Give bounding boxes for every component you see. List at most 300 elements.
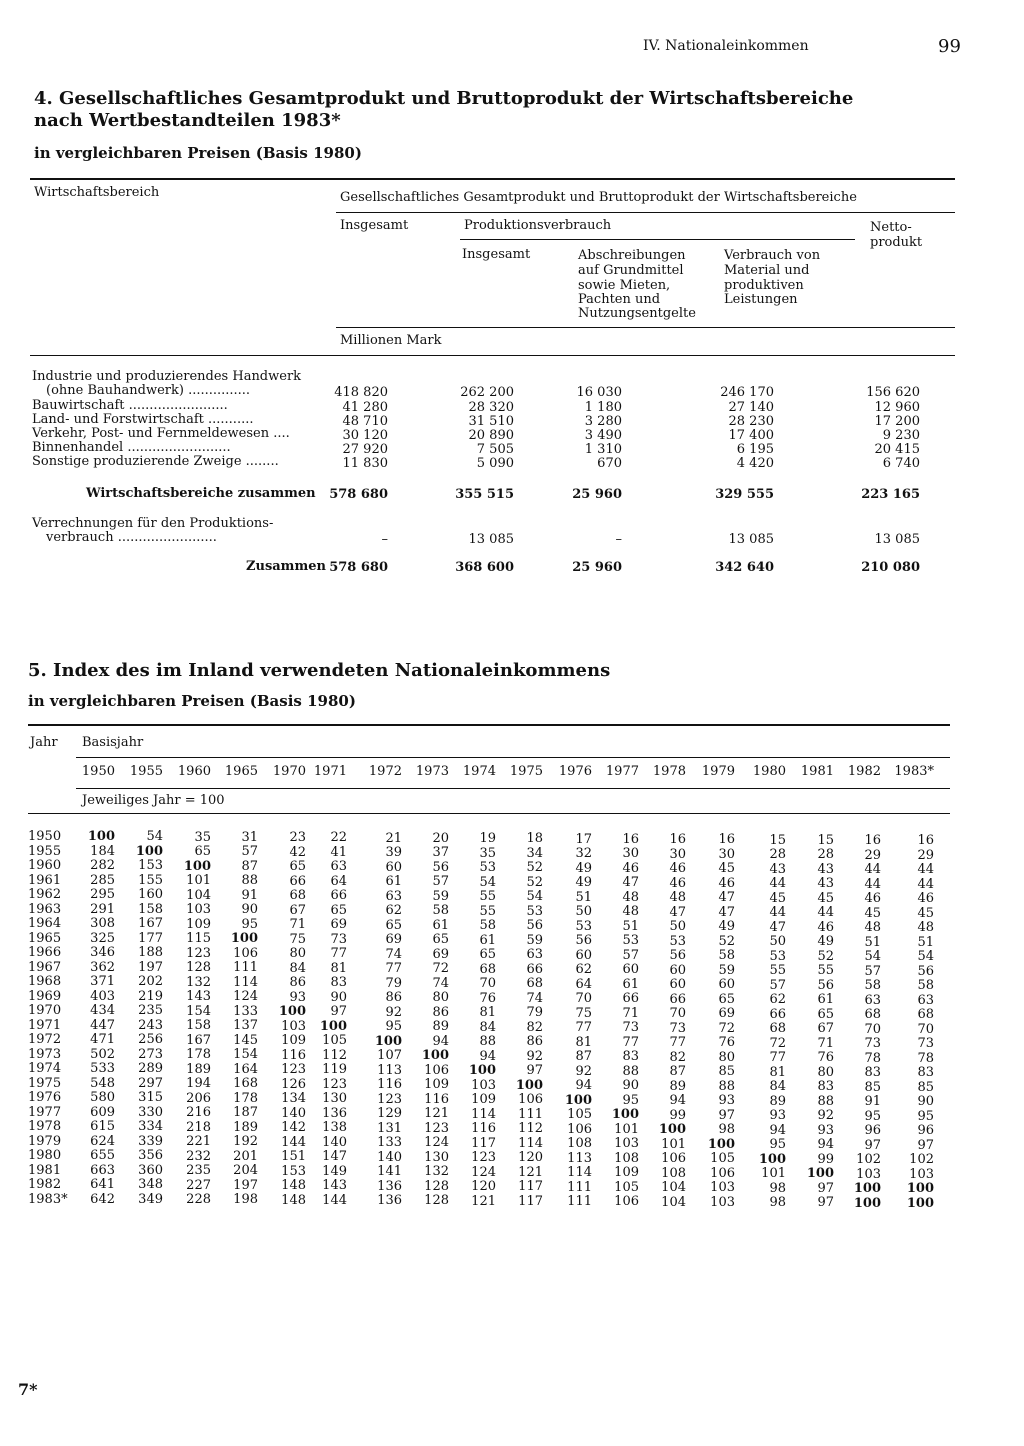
table5-cell: 54 <box>146 829 163 845</box>
table5-cell: 58 <box>917 978 934 994</box>
table5-cell: 100 <box>183 858 211 874</box>
table5-cell: 100 <box>230 931 258 947</box>
table4-cell: 156 620 <box>866 385 920 400</box>
table5-cell: 100 <box>87 829 115 844</box>
table5-cell: 61 <box>622 976 639 992</box>
table5-cell: 95 <box>864 1108 881 1124</box>
table4-cell: 20 890 <box>468 428 514 443</box>
table5-cell: 111 <box>567 1194 592 1209</box>
table5-cell: 43 <box>769 861 786 877</box>
table5-cell: 100 <box>707 1136 735 1152</box>
table5-cell: 85 <box>718 1064 735 1080</box>
table5-cell: 44 <box>917 876 934 892</box>
table4-cell: 17 400 <box>728 428 774 443</box>
table5-cell: 66 <box>526 961 543 977</box>
table5-cell: 61 <box>432 917 449 933</box>
table5-cell: 60 <box>575 947 592 963</box>
table5-cell: 334 <box>138 1119 163 1135</box>
table5-cell: 53 <box>479 860 496 875</box>
table4-cell: 20 415 <box>874 442 920 457</box>
table5-cell: 138 <box>322 1120 347 1136</box>
table5-cell: 103 <box>909 1166 934 1182</box>
table5-cell: 66 <box>622 991 639 1007</box>
table5-cell: 80 <box>432 990 449 1006</box>
table5-cell: 128 <box>186 960 211 975</box>
table5-cell: 109 <box>614 1165 639 1181</box>
table5-cell: 54 <box>917 949 934 965</box>
table5-cell: 60 <box>669 962 686 978</box>
table5-cell: 77 <box>622 1034 639 1050</box>
table5-cell: 141 <box>377 1164 402 1179</box>
table5-cell: 75 <box>289 931 306 947</box>
table5-cell: 58 <box>432 903 449 919</box>
table5-col-jahr: Jahr <box>30 735 58 750</box>
table5-cell: 19 <box>479 831 496 846</box>
table5-cell: 57 <box>622 947 639 963</box>
table4-cell: 3 280 <box>584 414 622 429</box>
table5-cell: 114 <box>567 1165 592 1180</box>
table5-cell: 44 <box>769 876 786 891</box>
table4-cell: 41 280 <box>342 400 388 415</box>
table5-cell: 87 <box>575 1049 592 1064</box>
table5-cell: 609 <box>90 1104 115 1120</box>
table5-cell: 101 <box>661 1136 686 1152</box>
table5-cell: 154 <box>186 1003 211 1019</box>
table5-row-year: 1974 <box>28 1061 62 1076</box>
table4-cell: 48 710 <box>342 414 388 429</box>
table5-cell: 100 <box>658 1122 686 1137</box>
table5-cell: 46 <box>864 891 881 906</box>
table5-cell: 197 <box>138 959 163 975</box>
table5-cell: 102 <box>856 1152 881 1167</box>
table5-cell: 123 <box>186 945 211 961</box>
table5-cell: 97 <box>526 1063 543 1079</box>
table5-cell: 30 <box>622 846 639 862</box>
table5-cell: 641 <box>90 1177 115 1192</box>
table5-cell: 114 <box>471 1106 496 1122</box>
table5-cell: 153 <box>138 858 163 874</box>
table5-cell: 70 <box>479 976 496 991</box>
table5-base-year: 1979 <box>701 764 735 779</box>
table5-cell: 75 <box>575 1005 592 1021</box>
table5-cell: 97 <box>817 1195 834 1211</box>
table5-cell: 90 <box>330 989 347 1005</box>
table5-cell: 65 <box>330 902 347 918</box>
table4-subtitle: in vergleichbaren Preisen (Basis 1980) <box>34 144 362 162</box>
table5-cell: 70 <box>575 991 592 1006</box>
table5-cell: 65 <box>194 844 211 859</box>
table5-cell: 76 <box>718 1035 735 1051</box>
table5-cell: 533 <box>90 1061 115 1076</box>
table5-cell: 123 <box>471 1150 496 1165</box>
table5-cell: 95 <box>917 1108 934 1124</box>
table5-cell: 100 <box>853 1181 881 1196</box>
table5-cell: 97 <box>864 1137 881 1153</box>
table5-cell: 121 <box>518 1164 543 1180</box>
table4-cell: 246 170 <box>720 385 774 400</box>
table5-cell: 52 <box>526 874 543 890</box>
table5-cell: 91 <box>241 887 258 903</box>
table5-cell: 289 <box>138 1061 163 1077</box>
table4-col-pv-insgesamt: Insgesamt <box>462 247 531 262</box>
table5-cell: 22 <box>330 830 347 846</box>
table4-col-insgesamt: Insgesamt <box>340 218 409 233</box>
table5-cell: 100 <box>758 1151 786 1167</box>
table5-cell: 100 <box>468 1063 496 1078</box>
table5-cell: 123 <box>377 1091 402 1107</box>
table5-row-year: 1950 <box>28 829 62 844</box>
table5-cell: 93 <box>817 1122 834 1138</box>
table5-cell: 92 <box>385 1004 402 1020</box>
table5-cell: 23 <box>289 830 306 845</box>
table5-cell: 77 <box>385 961 402 976</box>
table5-cell: 46 <box>718 875 735 891</box>
table5-base-year: 1971 <box>313 764 347 779</box>
table4-header-rule-pv <box>460 239 855 240</box>
table5-cell: 112 <box>322 1047 347 1063</box>
table5-unit: Jeweiliges Jahr = 100 <box>82 793 225 808</box>
table5-cell: 206 <box>186 1090 211 1106</box>
table4-col-verbrauch-3: produktiven <box>724 278 804 293</box>
table5-cell: 129 <box>377 1106 402 1121</box>
table5-cell: 48 <box>669 890 686 905</box>
table5-base-year: 1960 <box>177 764 211 779</box>
table4-sum-label: Wirtschaftsbereiche zusammen <box>86 486 316 501</box>
table5-cell: 46 <box>917 891 934 907</box>
table5-cell: 94 <box>769 1122 786 1138</box>
table5-cell: 59 <box>432 888 449 904</box>
table5-cell: 95 <box>241 916 258 932</box>
table5-cell: 83 <box>622 1049 639 1065</box>
table5-cell: 53 <box>526 903 543 919</box>
table4-total-cell: 578 680 <box>329 560 388 575</box>
table5-cell: 51 <box>575 889 592 905</box>
table4-verrechnung-cell: 13 085 <box>874 532 920 547</box>
table5-cell: 198 <box>233 1192 258 1208</box>
table4-cell: 418 820 <box>334 385 388 400</box>
table5-cell: 73 <box>669 1020 686 1036</box>
table5-cell: 164 <box>233 1061 258 1077</box>
table4-verrechnung-label: Verrechnungen für den Produktions- <box>32 516 274 531</box>
table5-cell: 642 <box>90 1191 115 1207</box>
table5-cell: 73 <box>917 1036 934 1052</box>
table5-cell: 120 <box>518 1150 543 1166</box>
table5-cell: 100 <box>515 1077 543 1093</box>
table5-cell: 109 <box>186 916 211 932</box>
table4-cell: 27 920 <box>342 442 388 457</box>
table5-row-year: 1965 <box>28 930 62 946</box>
table4-header-rule-2 <box>336 327 955 328</box>
table5-cell: 109 <box>471 1092 496 1107</box>
table5-cell: 282 <box>90 858 115 873</box>
table5-cell: 94 <box>479 1048 496 1064</box>
table4-title-line1: 4. Gesellschaftliches Gesamtprodukt und Bruttoprodukt der Wirtschaftsbereiche <box>34 88 854 109</box>
table5-cell: 108 <box>567 1136 592 1151</box>
table5-cell: 85 <box>864 1079 881 1095</box>
table5-row-year: 1977 <box>28 1104 62 1120</box>
table5-cell: 124 <box>424 1135 449 1151</box>
table5-cell: 47 <box>622 875 639 891</box>
table5-cell: 105 <box>710 1151 735 1167</box>
table5-cell: 108 <box>614 1150 639 1166</box>
table5-cell: 142 <box>281 1120 306 1135</box>
table5-cell: 48 <box>864 920 881 935</box>
table5-cell: 92 <box>817 1108 834 1124</box>
table4-col-verbrauch-1: Verbrauch von <box>724 248 821 263</box>
table5-cell: 60 <box>385 859 402 875</box>
table5-cell: 104 <box>186 887 211 903</box>
table4-header-rule-3 <box>30 355 955 356</box>
table5-cell: 44 <box>769 905 786 920</box>
table4-cell: 1 180 <box>584 400 622 415</box>
table5-cell: 47 <box>669 904 686 920</box>
table5-cell: 85 <box>917 1079 934 1095</box>
table5-cell: 86 <box>289 975 306 990</box>
table5-cell: 53 <box>669 933 686 949</box>
table4-cell: 31 510 <box>468 414 514 429</box>
table5-cell: 615 <box>90 1119 115 1134</box>
table5-cell: 65 <box>289 859 306 874</box>
table5-cell: 471 <box>90 1032 115 1047</box>
table5-cell: 39 <box>385 845 402 860</box>
table5-cell: 48 <box>622 889 639 905</box>
table5-cell: 194 <box>186 1076 211 1091</box>
table5-cell: 100 <box>319 1018 347 1034</box>
table5-row-year: 1975 <box>28 1075 62 1091</box>
table5-cell: 330 <box>138 1104 163 1120</box>
table5-header-rule-1 <box>76 757 950 758</box>
table5-cell: 61 <box>817 992 834 1008</box>
table5-cell: 63 <box>864 992 881 1008</box>
table5-cell: 144 <box>281 1134 306 1150</box>
table4-col-abschreibungen-5: Nutzungsentgelte <box>578 306 696 321</box>
table5-cell: 94 <box>669 1093 686 1108</box>
table5-cell: 45 <box>718 861 735 877</box>
table5-cell: 79 <box>385 975 402 991</box>
table5-cell: 78 <box>864 1050 881 1066</box>
sheet-mark: 7* <box>18 1380 38 1399</box>
table5-cell: 132 <box>186 974 211 990</box>
table5-cell: 65 <box>385 917 402 933</box>
table5-cell: 121 <box>471 1193 496 1209</box>
table5-cell: 155 <box>138 872 163 888</box>
table5-cell: 44 <box>864 876 881 892</box>
table5-row-year: 1980 <box>28 1148 62 1163</box>
table5-row-year: 1983* <box>28 1191 68 1207</box>
table5-cell: 34 <box>526 845 543 861</box>
table5-cell: 133 <box>377 1135 402 1150</box>
table4-row-label: Verkehr, Post- und Fernmeldewesen .... <box>32 426 290 441</box>
table5-cell: 663 <box>90 1162 115 1178</box>
table5-cell: 65 <box>817 1006 834 1022</box>
table5-row-year: 1961 <box>28 872 62 888</box>
table5-base-year: 1976 <box>558 764 592 779</box>
table5-cell: 103 <box>710 1180 735 1196</box>
table5-cell: 160 <box>138 887 163 903</box>
table5-cell: 74 <box>385 946 402 962</box>
table5-base-year: 1974 <box>462 764 496 779</box>
table5-cell: 106 <box>710 1165 735 1181</box>
table5-cell: 120 <box>471 1179 496 1194</box>
table5-header-rule-2 <box>76 788 950 789</box>
table5-cell: 101 <box>761 1166 786 1181</box>
table5-cell: 115 <box>186 931 211 946</box>
table5-row-year: 1979 <box>28 1133 62 1149</box>
table5-cell: 68 <box>526 976 543 992</box>
table4-col-abschreibungen-3: sowie Mieten, <box>578 278 671 293</box>
table5-cell: 47 <box>718 904 735 920</box>
table5-cell: 35 <box>194 829 211 845</box>
table5-cell: 68 <box>917 1007 934 1023</box>
table5-cell: 140 <box>377 1149 402 1165</box>
table5-subtitle: in vergleichbaren Preisen (Basis 1980) <box>28 692 356 710</box>
table5-cell: 49 <box>718 919 735 935</box>
table5-cell: 86 <box>526 1034 543 1050</box>
table5-row-year: 1955 <box>28 843 62 859</box>
table5-cell: 17 <box>575 831 592 847</box>
table4-col-wirtschaftsbereich: Wirtschaftsbereich <box>34 185 160 200</box>
table5-cell: 87 <box>241 858 258 874</box>
table5-cell: 97 <box>330 1004 347 1020</box>
table5-cell: 87 <box>669 1064 686 1079</box>
table5-cell: 96 <box>917 1123 934 1139</box>
table5-cell: 50 <box>669 919 686 934</box>
table5-cell: 144 <box>322 1192 347 1208</box>
table5-cell: 69 <box>385 932 402 947</box>
table4-cell: 30 120 <box>342 428 388 443</box>
table5-cell: 88 <box>718 1078 735 1094</box>
table5-cell: 56 <box>917 963 934 979</box>
table5-base-year: 1950 <box>81 764 115 779</box>
table5-cell: 47 <box>769 919 786 935</box>
table5-cell: 137 <box>233 1018 258 1034</box>
table5-cell: 235 <box>138 1003 163 1019</box>
table5-row-year: 1969 <box>28 988 62 1004</box>
table5-cell: 119 <box>322 1062 347 1078</box>
table5-cell: 43 <box>817 876 834 892</box>
table5-cell: 48 <box>917 920 934 936</box>
table5-cell: 46 <box>669 861 686 876</box>
table5-cell: 45 <box>817 890 834 906</box>
table5-row-year: 1981 <box>28 1162 62 1178</box>
table5-base-year: 1983* <box>894 764 934 779</box>
table5-cell: 97 <box>817 1180 834 1196</box>
table4-col-verbrauch-2: Material und <box>724 263 810 278</box>
table4-col-abschreibungen-1: Abschreibungen <box>578 248 686 263</box>
table5-cell: 72 <box>769 1035 786 1051</box>
table5-cell: 70 <box>864 1021 881 1037</box>
table5-cell: 243 <box>138 1017 163 1033</box>
table5-cell: 54 <box>526 889 543 905</box>
table5-cell: 189 <box>233 1119 258 1135</box>
table5-cell: 202 <box>138 974 163 990</box>
table5-cell: 94 <box>432 1033 449 1049</box>
table5-cell: 98 <box>769 1195 786 1210</box>
table5-cell: 403 <box>90 988 115 1004</box>
table5-cell: 52 <box>718 933 735 949</box>
table5-cell: 70 <box>917 1021 934 1037</box>
table5-cell: 67 <box>289 902 306 918</box>
table5-cell: 130 <box>424 1149 449 1165</box>
table5-cell: 192 <box>233 1134 258 1150</box>
table5-cell: 133 <box>233 1003 258 1019</box>
table5-cell: 100 <box>611 1107 639 1123</box>
table5-cell: 16 <box>669 832 686 847</box>
table5-cell: 116 <box>471 1121 496 1136</box>
table5-cell: 106 <box>567 1121 592 1137</box>
table5-cell: 66 <box>330 888 347 904</box>
table4-unit: Millionen Mark <box>340 333 442 348</box>
table5-cell: 15 <box>817 832 834 848</box>
table5-cell: 113 <box>567 1150 592 1166</box>
table5-cell: 35 <box>479 845 496 861</box>
table5-cell: 95 <box>769 1137 786 1152</box>
table5-cell: 103 <box>614 1136 639 1152</box>
table5-cell: 69 <box>330 917 347 933</box>
table5-cell: 31 <box>241 829 258 845</box>
table5-cell: 76 <box>479 990 496 1006</box>
table5-cell: 117 <box>471 1135 496 1151</box>
table5-cell: 90 <box>622 1078 639 1094</box>
table5-cell: 52 <box>817 948 834 964</box>
table5-cell: 291 <box>90 901 115 917</box>
table5-cell: 100 <box>564 1092 592 1108</box>
table5-cell: 136 <box>377 1178 402 1194</box>
table5-cell: 315 <box>138 1090 163 1106</box>
table5-cell: 73 <box>864 1036 881 1051</box>
table5-cell: 61 <box>479 932 496 948</box>
table5-cell: 221 <box>186 1134 211 1149</box>
table5-cell: 32 <box>575 846 592 861</box>
table5-cell: 168 <box>233 1076 258 1092</box>
table5-cell: 60 <box>669 977 686 992</box>
table5-base-year: 1978 <box>652 764 686 779</box>
table5-cell: 30 <box>718 846 735 862</box>
table5-title: 5. Index des im Inland verwendeten Nationaleinkommens <box>28 660 611 681</box>
table4-col-header-top: Gesellschaftliches Gesamtprodukt und Bruttoprodukt der Wirtschaftsbereiche <box>340 190 857 205</box>
table4-row-label: Industrie und produzierendes Handwerk <box>32 369 302 384</box>
table4-cell: 28 230 <box>728 414 774 429</box>
table5-cell: 140 <box>281 1105 306 1121</box>
table4-row-label: Land- und Forstwirtschaft ........... <box>32 412 254 427</box>
table5-row-year: 1967 <box>28 959 62 975</box>
table5-cell: 197 <box>233 1177 258 1193</box>
table4-cell: 1 310 <box>584 442 622 457</box>
table5-cell: 67 <box>817 1021 834 1037</box>
table5-cell: 30 <box>669 846 686 862</box>
table5-cell: 100 <box>906 1181 934 1197</box>
table5-cell: 97 <box>917 1137 934 1153</box>
table5-cell: 103 <box>856 1166 881 1182</box>
table5-cell: 51 <box>917 934 934 950</box>
table5-top-rule <box>28 724 950 726</box>
table5-cell: 77 <box>575 1020 592 1035</box>
table5-cell: 60 <box>718 977 735 993</box>
table5-header-rule-3 <box>28 813 950 814</box>
table5-cell: 95 <box>622 1092 639 1108</box>
table5-cell: 83 <box>917 1065 934 1081</box>
table5-cell: 62 <box>385 903 402 918</box>
table5-cell: 68 <box>769 1021 786 1036</box>
table5-base-year: 1973 <box>415 764 449 779</box>
table5-cell: 117 <box>518 1193 543 1209</box>
table5-cell: 88 <box>241 873 258 889</box>
table5-cell: 100 <box>906 1195 934 1211</box>
table4-title-line2: nach Wertbestandteilen 1983* <box>34 110 341 131</box>
table5-row-year: 1963 <box>28 901 62 917</box>
table5-cell: 126 <box>281 1076 306 1092</box>
table5-cell: 356 <box>138 1148 163 1164</box>
